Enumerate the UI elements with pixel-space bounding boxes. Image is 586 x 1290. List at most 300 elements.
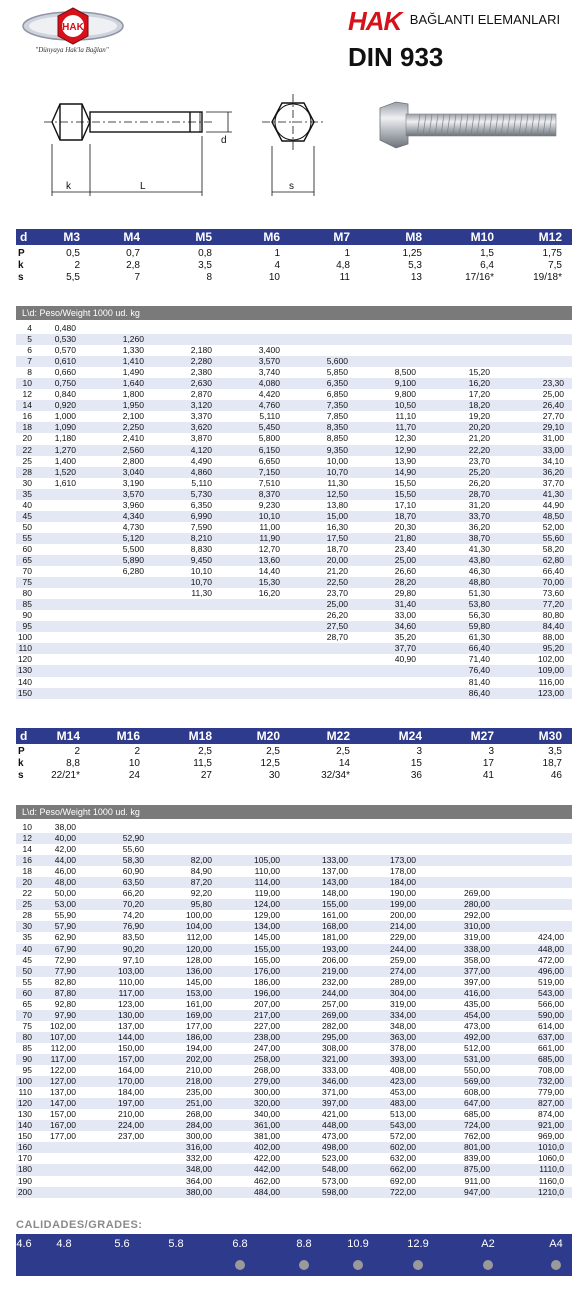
- weight-cell: 513,00: [390, 1109, 416, 1120]
- weight-cell: 60,90: [122, 866, 144, 877]
- size-header-cell: M22: [326, 729, 350, 743]
- weight-row: [16, 833, 572, 844]
- param-row-P: [16, 248, 572, 260]
- weight-cell: 6,350: [326, 378, 348, 389]
- size-header-cell: M24: [398, 729, 422, 743]
- param-value: 32/34*: [321, 770, 350, 781]
- weight-cell: 193,00: [322, 943, 348, 954]
- weight-cell: 194,00: [186, 1042, 212, 1053]
- weight-row: [16, 577, 572, 588]
- length-cell: 110: [18, 643, 32, 654]
- weight-cell: 874,00: [538, 1109, 564, 1120]
- length-cell: 50: [22, 521, 32, 532]
- weight-cell: 168,00: [322, 921, 348, 932]
- weight-cell: 19,20: [468, 411, 490, 422]
- weight-row: [16, 877, 572, 888]
- length-cell: 120: [17, 654, 32, 665]
- weight-cell: 46,30: [468, 566, 490, 577]
- weight-cell: 58,30: [122, 855, 144, 866]
- weight-cell: 199,00: [390, 899, 416, 910]
- table2-size-header: [16, 728, 572, 744]
- weight-cell: 12,70: [258, 543, 280, 554]
- weight-cell: 2,100: [122, 411, 144, 422]
- weight-cell: 5,800: [258, 433, 280, 444]
- weight-cell: 157,00: [118, 1053, 144, 1064]
- weight-cell: 3,570: [122, 488, 144, 499]
- weight-cell: 1010,0: [538, 1142, 564, 1153]
- weight-cell: 63,50: [122, 877, 144, 888]
- weight-cell: 26,20: [326, 610, 348, 621]
- length-cell: 85: [22, 599, 32, 610]
- weight-cell: 147,00: [50, 1098, 76, 1109]
- weight-cell: 84,40: [542, 621, 564, 632]
- length-cell: 45: [22, 954, 32, 965]
- weight-cell: 1,000: [54, 411, 76, 422]
- weight-cell: 1,090: [54, 422, 76, 433]
- param-value: 18,7: [542, 758, 562, 769]
- weight-row: [16, 999, 572, 1010]
- weight-cell: 23,40: [394, 543, 416, 554]
- weight-cell: 97,10: [122, 954, 144, 965]
- bolt-drawings: [0, 88, 586, 218]
- weight-cell: 421,00: [322, 1109, 348, 1120]
- weight-cell: 10,70: [190, 577, 212, 588]
- weight-cell: 15,20: [468, 367, 490, 378]
- size-header-cell: M10: [470, 230, 494, 244]
- weight-row: [16, 822, 572, 833]
- weight-cell: 348,00: [390, 1020, 416, 1031]
- weight-cell: 282,00: [322, 1020, 348, 1031]
- param-value: 1: [274, 248, 280, 259]
- table1-size-header: [16, 229, 572, 245]
- weight-cell: 10,10: [258, 510, 280, 521]
- size-header-cell: M12: [538, 230, 562, 244]
- length-cell: 18: [22, 422, 32, 433]
- weight-cell: 48,00: [54, 877, 76, 888]
- param-value: 2: [134, 746, 140, 757]
- weight-cell: 1,330: [122, 345, 144, 356]
- weight-row: [16, 456, 572, 467]
- weight-cell: 569,00: [464, 1076, 490, 1087]
- length-cell: 16: [22, 855, 32, 866]
- length-cell: 200: [17, 1186, 32, 1197]
- weight-cell: 550,00: [464, 1065, 490, 1076]
- weight-cell: 197,00: [118, 1098, 144, 1109]
- param-value: 1: [344, 248, 350, 259]
- weight-cell: 320,00: [254, 1098, 280, 1109]
- table2-weights: [16, 822, 572, 1198]
- weight-cell: 397,00: [322, 1098, 348, 1109]
- weight-cell: 393,00: [390, 1053, 416, 1064]
- weight-cell: 258,00: [254, 1053, 280, 1064]
- weight-cell: 150,00: [118, 1042, 144, 1053]
- weight-cell: 2,870: [190, 389, 212, 400]
- size-header-cell: M18: [188, 729, 212, 743]
- weight-cell: 12,90: [394, 444, 416, 455]
- standard-title: DIN 933: [348, 42, 444, 72]
- size-header-cell: M6: [263, 230, 280, 244]
- dim-k-label: k: [66, 181, 71, 192]
- param-value: 24: [128, 770, 140, 781]
- weight-cell: 247,00: [254, 1042, 280, 1053]
- grade-available-dot: [551, 1260, 561, 1270]
- weight-cell: 531,00: [464, 1053, 490, 1064]
- weight-cell: 190,00: [390, 888, 416, 899]
- weight-cell: 37,70: [394, 643, 416, 654]
- weight-row: [16, 955, 572, 966]
- weight-cell: 84,90: [190, 866, 212, 877]
- weight-row: [16, 1120, 572, 1131]
- length-cell: 28: [22, 466, 32, 477]
- weight-cell: 129,00: [254, 910, 280, 921]
- weight-cell: 72,90: [54, 954, 76, 965]
- weight-cell: 7,350: [326, 400, 348, 411]
- length-cell: 85: [22, 1042, 32, 1053]
- weight-cell: 590,00: [538, 1009, 564, 1020]
- weight-cell: 0,530: [54, 334, 76, 345]
- weight-row: [16, 688, 572, 699]
- weight-cell: 602,00: [390, 1142, 416, 1153]
- param-value: 0,7: [126, 248, 140, 259]
- weight-cell: 33,00: [542, 444, 564, 455]
- weight-cell: 839,00: [464, 1153, 490, 1164]
- weight-cell: 53,80: [468, 599, 490, 610]
- weight-cell: 361,00: [254, 1120, 280, 1131]
- weight-cell: 186,00: [186, 1031, 212, 1042]
- weight-cell: 4,420: [258, 389, 280, 400]
- weight-cell: 969,00: [538, 1131, 564, 1142]
- length-cell: 22: [22, 444, 32, 455]
- weight-cell: 164,00: [118, 1065, 144, 1076]
- weight-cell: 483,00: [390, 1098, 416, 1109]
- weight-cell: 280,00: [464, 899, 490, 910]
- size-header-cell: M30: [538, 729, 562, 743]
- weight-cell: 724,00: [464, 1120, 490, 1131]
- param-value: 0,8: [198, 248, 212, 259]
- weight-row: [16, 921, 572, 932]
- weight-cell: 2,380: [190, 367, 212, 378]
- length-cell: 120: [17, 1098, 32, 1109]
- grade-label: 12.9: [407, 1238, 429, 1250]
- weight-cell: 13,60: [258, 554, 280, 565]
- weight-cell: 40,90: [394, 654, 416, 665]
- weight-cell: 947,00: [464, 1186, 490, 1197]
- weight-cell: 137,00: [118, 1020, 144, 1031]
- weight-cell: 181,00: [322, 932, 348, 943]
- weight-cell: 442,00: [254, 1164, 280, 1175]
- weight-row: [16, 411, 572, 422]
- length-cell: 160: [17, 1142, 32, 1153]
- param-value: 46: [550, 770, 562, 781]
- weight-cell: 62,90: [54, 932, 76, 943]
- weight-row: [16, 544, 572, 555]
- size-header-cell: M16: [116, 729, 140, 743]
- length-cell: 20: [22, 433, 32, 444]
- weight-cell: 378,00: [390, 1042, 416, 1053]
- weight-cell: 5,110: [259, 411, 280, 422]
- weight-row: [16, 1164, 572, 1175]
- length-cell: 70: [22, 566, 32, 577]
- weight-cell: 120,00: [186, 943, 212, 954]
- weight-cell: 105,00: [254, 855, 280, 866]
- weight-cell: 2,800: [122, 455, 144, 466]
- diameter-label: d: [20, 230, 28, 244]
- param-value: 14: [338, 758, 350, 769]
- param-value: 30: [268, 770, 280, 781]
- weight-row: [16, 621, 572, 632]
- length-cell: 95: [22, 621, 32, 632]
- weight-cell: 300,00: [186, 1131, 212, 1142]
- length-cell: 75: [22, 577, 32, 588]
- weight-cell: 0,480: [54, 323, 76, 333]
- weight-row: [16, 632, 572, 643]
- weight-cell: 304,00: [390, 987, 416, 998]
- length-cell: 25: [22, 899, 32, 910]
- weight-cell: 56,30: [468, 610, 490, 621]
- grades-bar: [16, 1234, 572, 1276]
- size-header-cell: M4: [123, 230, 140, 244]
- weight-cell: 161,00: [322, 910, 348, 921]
- weight-row: [16, 1131, 572, 1142]
- param-value: 5,3: [408, 260, 422, 271]
- weight-cell: 177,00: [50, 1131, 76, 1142]
- weight-cell: 90,20: [122, 943, 144, 954]
- weight-cell: 1,410: [122, 356, 144, 367]
- weight-cell: 5,890: [122, 554, 144, 565]
- weight-cell: 21,20: [326, 566, 348, 577]
- weight-cell: 80,80: [542, 610, 564, 621]
- weight-cell: 116,00: [538, 676, 564, 687]
- length-cell: 100: [17, 1076, 32, 1087]
- weight-cell: 88,00: [542, 632, 564, 643]
- weight-cell: 4,490: [190, 455, 212, 466]
- length-cell: 10: [22, 822, 32, 832]
- length-cell: 180: [17, 1164, 32, 1175]
- weight-cell: 43,80: [468, 554, 490, 565]
- weight-row: [16, 1065, 572, 1076]
- weight-row: [16, 932, 572, 943]
- weight-cell: 50,00: [54, 888, 76, 899]
- weight-row: [16, 910, 572, 921]
- weight-cell: 6,650: [258, 455, 280, 466]
- weight-cell: 26,20: [468, 477, 490, 488]
- param-value: 7: [134, 272, 140, 283]
- weight-row: [16, 1010, 572, 1021]
- weight-cell: 34,10: [542, 455, 564, 466]
- weight-cell: 274,00: [390, 965, 416, 976]
- weight-cell: 124,00: [254, 899, 280, 910]
- weight-row: [16, 389, 572, 400]
- weight-cell: 269,00: [322, 1009, 348, 1020]
- weight-row: [16, 665, 572, 676]
- weight-cell: 22,20: [468, 444, 490, 455]
- weight-cell: 310,00: [464, 921, 490, 932]
- weight-cell: 20,20: [468, 422, 490, 433]
- length-cell: 90: [22, 1053, 32, 1064]
- weight-cell: 448,00: [538, 943, 564, 954]
- weight-cell: 109,00: [538, 665, 564, 676]
- weight-row: [16, 599, 572, 610]
- param-value: 2: [74, 746, 80, 757]
- weight-cell: 73,60: [542, 588, 564, 599]
- weight-cell: 0,660: [54, 367, 76, 378]
- weight-cell: 573,00: [322, 1175, 348, 1186]
- weight-cell: 81,40: [468, 676, 490, 687]
- weight-cell: 155,00: [254, 943, 280, 954]
- weight-cell: 2,630: [190, 378, 212, 389]
- weight-cell: 186,00: [254, 976, 280, 987]
- weight-cell: 207,00: [254, 998, 280, 1009]
- length-cell: 140: [17, 676, 32, 687]
- param-value: 19/18*: [533, 272, 562, 283]
- weight-cell: 41,30: [542, 488, 564, 499]
- weight-cell: 5,110: [191, 477, 212, 488]
- weight-cell: 338,00: [464, 943, 490, 954]
- weight-cell: 0,610: [54, 356, 76, 367]
- weight-cell: 46,00: [54, 866, 76, 877]
- weight-cell: 289,00: [390, 976, 416, 987]
- weight-row: [16, 888, 572, 899]
- weight-cell: 25,00: [542, 389, 564, 400]
- weight-cell: 11,30: [191, 588, 212, 599]
- weight-cell: 57,90: [54, 921, 76, 932]
- weight-row: [16, 345, 572, 356]
- weight-cell: 3,570: [258, 356, 280, 367]
- length-cell: 55: [22, 532, 32, 543]
- weight-cell: 34,60: [394, 621, 416, 632]
- weight-cell: 543,00: [390, 1120, 416, 1131]
- weight-cell: 229,00: [390, 932, 416, 943]
- weight-cell: 2,410: [122, 433, 144, 444]
- weight-cell: 25,00: [394, 554, 416, 565]
- weight-cell: 259,00: [390, 954, 416, 965]
- weight-cell: 21,80: [394, 532, 416, 543]
- length-cell: 40: [22, 499, 32, 510]
- weight-cell: 6,850: [326, 389, 348, 400]
- weight-cell: 416,00: [464, 987, 490, 998]
- weight-cell: 74,20: [122, 910, 144, 921]
- weight-cell: 1210,0: [538, 1186, 564, 1197]
- weight-cell: 827,00: [538, 1098, 564, 1109]
- weight-cell: 6,350: [190, 499, 212, 510]
- weight-cell: 3,370: [190, 411, 212, 422]
- logo-text: HAK: [62, 22, 84, 33]
- weight-cell: 614,00: [538, 1020, 564, 1031]
- weight-cell: 2,560: [122, 444, 144, 455]
- weight-cell: 3,400: [258, 345, 280, 356]
- weight-cell: 4,340: [122, 510, 144, 521]
- param-label: P: [18, 746, 25, 757]
- weight-cell: 66,40: [468, 643, 490, 654]
- size-header-cell: M5: [195, 230, 212, 244]
- weight-cell: 10,00: [326, 455, 348, 466]
- weight-cell: 9,100: [394, 378, 416, 389]
- weight-cell: 218,00: [186, 1076, 212, 1087]
- weight-cell: 319,00: [464, 932, 490, 943]
- weight-cell: 9,450: [190, 554, 212, 565]
- weight-cell: 100,00: [186, 910, 212, 921]
- weight-cell: 292,00: [464, 910, 490, 921]
- weight-cell: 235,00: [186, 1087, 212, 1098]
- weight-cell: 17,50: [326, 532, 348, 543]
- grade-available-dot: [353, 1260, 363, 1270]
- param-value: 8,8: [66, 758, 80, 769]
- weight-cell: 381,00: [254, 1131, 280, 1142]
- weight-row: [16, 489, 572, 500]
- param-value: 3,5: [198, 260, 212, 271]
- weight-cell: 117,00: [50, 1053, 76, 1064]
- weight-cell: 408,00: [390, 1065, 416, 1076]
- weight-cell: 28,70: [326, 632, 348, 643]
- param-value: 2,5: [198, 746, 212, 757]
- bolt-photo: [380, 102, 556, 148]
- weight-row: [16, 522, 572, 533]
- weight-cell: 7,590: [190, 521, 212, 532]
- weight-cell: 53,00: [54, 899, 76, 910]
- weight-cell: 55,90: [54, 910, 76, 921]
- weight-cell: 911,00: [464, 1175, 490, 1186]
- weight-cell: 107,00: [50, 1031, 76, 1042]
- weight-cell: 15,30: [258, 577, 280, 588]
- weight-cell: 21,20: [468, 433, 490, 444]
- weight-cell: 214,00: [390, 921, 416, 932]
- weight-cell: 117,00: [118, 987, 144, 998]
- weight-cell: 492,00: [464, 1031, 490, 1042]
- weight-cell: 572,00: [390, 1131, 416, 1142]
- weight-cell: 662,00: [390, 1164, 416, 1175]
- length-cell: 95: [22, 1065, 32, 1076]
- weight-cell: 4,120: [190, 444, 212, 455]
- brand-name: HAK: [348, 6, 402, 36]
- weight-row: [16, 944, 572, 955]
- param-row-k: [16, 260, 572, 272]
- weight-cell: 371,00: [322, 1087, 348, 1098]
- length-cell: 60: [22, 987, 32, 998]
- length-cell: 170: [17, 1153, 32, 1164]
- weight-cell: 155,00: [322, 899, 348, 910]
- weight-cell: 10,10: [190, 566, 212, 577]
- grade-available-dot: [235, 1260, 245, 1270]
- weight-cell: 422,00: [254, 1153, 280, 1164]
- param-value: 2: [74, 260, 80, 271]
- weight-cell: 87,80: [54, 987, 76, 998]
- weight-cell: 0,920: [54, 400, 76, 411]
- weight-cell: 543,00: [538, 987, 564, 998]
- weight-cell: 397,00: [464, 976, 490, 987]
- length-cell: 35: [22, 932, 32, 943]
- param-value: 17: [482, 758, 494, 769]
- param-value: 13: [410, 272, 422, 283]
- weight-cell: 3,190: [122, 477, 144, 488]
- param-value: 15: [410, 758, 422, 769]
- weight-cell: 348,00: [186, 1164, 212, 1175]
- weight-row: [16, 400, 572, 411]
- weight-cell: 496,00: [538, 965, 564, 976]
- weight-cell: 4,080: [258, 378, 280, 389]
- weight-cell: 316,00: [186, 1142, 212, 1153]
- weight-cell: 122,00: [50, 1065, 76, 1076]
- weight-cell: 14,40: [258, 566, 280, 577]
- weight-cell: 8,850: [326, 433, 348, 444]
- weight-cell: 112,00: [50, 1042, 76, 1053]
- weight-cell: 5,450: [258, 422, 280, 433]
- weight-cell: 13,90: [394, 455, 416, 466]
- weight-row: [16, 422, 572, 433]
- weight-cell: 130,00: [118, 1009, 144, 1020]
- weight-cell: 28,20: [394, 577, 416, 588]
- weight-row: [16, 367, 572, 378]
- weight-cell: 31,00: [542, 433, 564, 444]
